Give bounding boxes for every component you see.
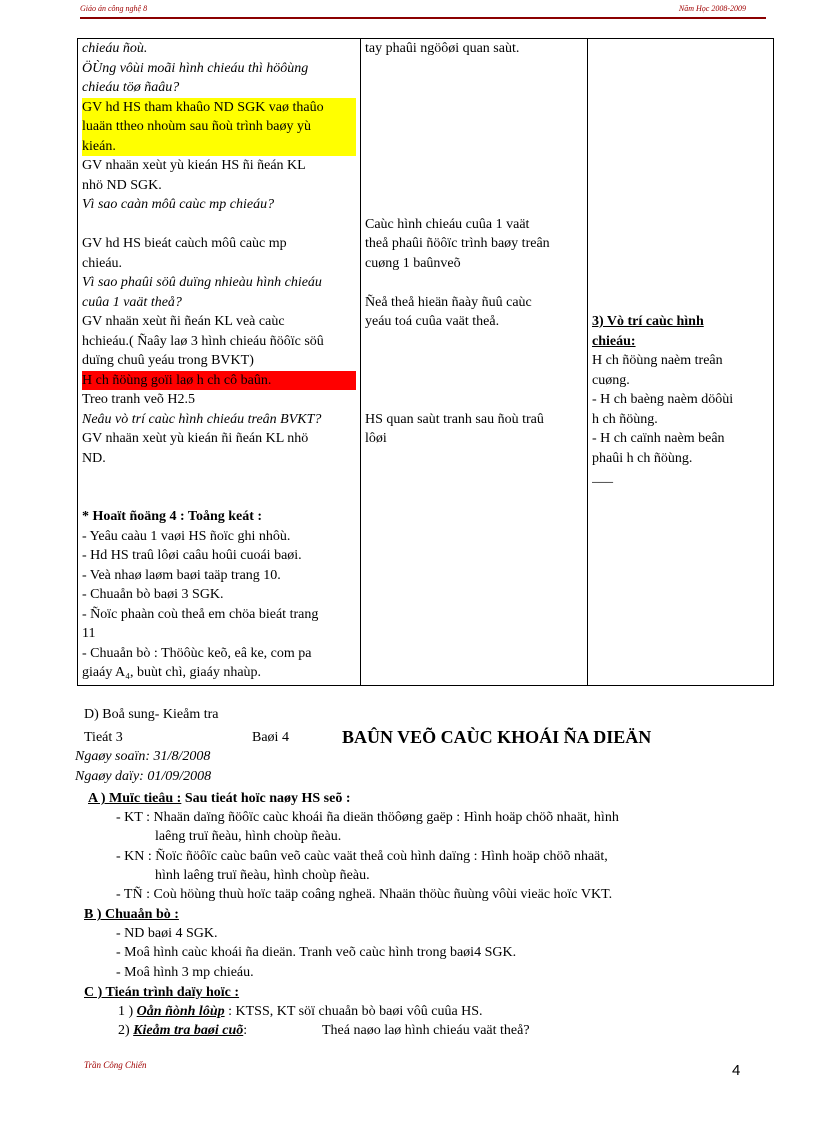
page-number: 4 bbox=[732, 1062, 741, 1079]
content-line: - H ch baèng naèm döôùi bbox=[592, 392, 734, 407]
section-d-heading: D) Boå sung- Kieåm tra bbox=[84, 707, 219, 722]
teacher-activity-line: kieán. bbox=[82, 137, 356, 157]
student-activity-line: cuøng 1 baûnveõ bbox=[365, 255, 461, 271]
student-activity-line bbox=[365, 98, 583, 118]
student-activity-line bbox=[365, 117, 583, 137]
author-name: Trần Công Chiến bbox=[84, 1060, 147, 1070]
procedure-step-2: 2) Kieåm tra baøi cuõ: bbox=[118, 1023, 248, 1038]
student-activity-line bbox=[365, 351, 583, 371]
teacher-activity-line: Vì sao caàn môû caùc mp chieáu? bbox=[82, 197, 275, 212]
student-activity-line: theå phaûi ñöôïc trình baøy treân bbox=[365, 236, 550, 251]
content-line: H ch ñöùng naèm treân bbox=[592, 353, 723, 368]
student-activity-cell bbox=[361, 39, 588, 686]
header-rule bbox=[80, 17, 766, 19]
content-line: ___ bbox=[592, 470, 613, 485]
teacher-activity-line: 11 bbox=[82, 626, 96, 641]
student-activity-line bbox=[365, 371, 583, 391]
student-activity-line: lôøi bbox=[365, 431, 387, 446]
teacher-activity-line: giaáy A₄, buùt chì, giaáy nhaùp. bbox=[82, 665, 262, 680]
preparation-item: - Moâ hình 3 mp chieáu. bbox=[116, 965, 254, 980]
teacher-activity-line: chieáu töø ñaâu? bbox=[82, 80, 180, 95]
content-cell bbox=[588, 39, 774, 686]
procedure-heading: C ) Tieán trình daïy hoïc : bbox=[84, 985, 240, 1000]
student-activity-line bbox=[365, 273, 583, 293]
header-school-year: Năm Học 2008-2009 bbox=[678, 4, 746, 13]
teacher-activity-line: GV nhaän xeùt yù kieán HS ñi ñeán KL bbox=[82, 158, 306, 173]
teacher-activity-line: chieáu. bbox=[82, 255, 123, 271]
teacher-activity-line: GV hd HS tham khaûo ND SGK vaø thaûo bbox=[82, 98, 356, 118]
objectives-heading: A ) Muïc tieâu : Sau tieát hoïc naøy HS seõ : bbox=[88, 791, 351, 806]
lesson-title: BAÛN VEÕ CAÙC KHOÁI ÑA DIEÄN bbox=[342, 727, 652, 747]
date-prepared: Ngaøy soaïn: 31/8/2008 bbox=[75, 749, 211, 764]
teacher-activity-line: H ch ñöùng goïi laø h ch cô baûn. bbox=[82, 371, 356, 391]
teacher-activity-line: GV nhaän xeùt ñi ñeán KL veà caùc bbox=[82, 314, 285, 329]
date-taught: Ngaøy daïy: 01/09/2008 bbox=[75, 769, 212, 784]
procedure-step-2-question: Theá naøo laø hình chieáu vaät theå? bbox=[322, 1023, 530, 1038]
objective-attitude: - TÑ : Coù höùng thuù hoïc taäp coâng ngheä. Nhaän thöùc ñuùng vôùi vieäc hoïc VKT. bbox=[116, 887, 613, 902]
preparation-heading: B ) Chuaån bò : bbox=[84, 907, 179, 922]
teacher-activity-line: GV nhaän xeùt yù kieán ñi ñeán KL nhö bbox=[82, 431, 309, 446]
content-line: - H ch caïnh naèm beân bbox=[592, 431, 725, 446]
teacher-activity-line: - Chuaån bò baøi 3 SGK. bbox=[82, 587, 224, 602]
teacher-activity-line: - Hd HS traû lôøi caâu hoûi cuoái baøi. bbox=[82, 548, 302, 563]
teacher-activity-line bbox=[82, 468, 356, 488]
preparation-item: - ND baøi 4 SGK. bbox=[116, 926, 218, 941]
student-activity-line: HS quan saùt tranh sau ñoù traû bbox=[365, 411, 544, 427]
lesson-period: Tieát 3 bbox=[84, 730, 123, 745]
lesson-number: Baøi 4 bbox=[252, 730, 289, 745]
teacher-activity-line: - Chuaån bò : Thöôùc keõ, eâ ke, com pa bbox=[82, 645, 312, 661]
teacher-activity-line bbox=[82, 215, 356, 235]
student-activity-line bbox=[365, 195, 583, 215]
student-activity-line: Caùc hình chieáu cuûa 1 vaät bbox=[365, 216, 530, 232]
page-header bbox=[80, 4, 766, 16]
teacher-activity-line: chieáu ñoù. bbox=[82, 41, 148, 56]
student-activity-line: Ñeå theå hieän ñaày ñuû caùc bbox=[365, 294, 532, 310]
preparation-item: - Moâ hình caùc khoái ña dieän. Tranh veõ caùc hình trong baøi4 SGK. bbox=[116, 945, 517, 960]
teacher-activity-line: cuûa 1 vaät theå? bbox=[82, 294, 182, 310]
teacher-activity-line: hchieáu.( Ñaây laø 3 hình chieáu ñöôïc söû bbox=[82, 333, 324, 349]
student-activity-line bbox=[365, 59, 583, 79]
teacher-activity-line: ÖÙng vôùi moãi hình chieáu thì höôùng bbox=[82, 60, 309, 76]
content-line: cuøng. bbox=[592, 372, 630, 388]
student-activity-line: yeáu toá cuûa vaät theå. bbox=[365, 314, 500, 329]
procedure-step-1: 1 ) Oån ñònh lôùp : KTSS, KT söï chuaån bò baøi vôû cuûa HS. bbox=[118, 1004, 483, 1019]
objective-skills: - KN : Ñoïc ñöôïc caùc baûn veõ caùc vaät theå coù hình daïng : Hình hoäp chöõ nhaät, bbox=[116, 849, 608, 864]
teacher-activity-line: - Ñoïc phaàn coù theå em chöa bieát trang bbox=[82, 606, 319, 622]
content-line: h ch ñöùng. bbox=[592, 411, 658, 427]
student-activity-line: tay phaûi ngöôøi quan saùt. bbox=[365, 41, 520, 56]
lesson-table bbox=[77, 38, 774, 686]
teacher-activity-line: Treo tranh veõ H2.5 bbox=[82, 392, 196, 407]
student-activity-line bbox=[365, 390, 583, 410]
teacher-activity-line: GV hd HS bieát caùch môû caùc mp bbox=[82, 236, 287, 251]
teacher-activity-line: - Veà nhaø laøm baøi taäp trang 10. bbox=[82, 567, 281, 583]
objective-knowledge-cont: laêng truï ñeàu, hình choùp ñeàu. bbox=[155, 829, 342, 844]
student-activity-line bbox=[365, 78, 583, 98]
objective-knowledge: - KT : Nhaän daïng ñöôïc caùc khoái ña dieän thöôøng gaëp : Hình hoäp chöõ nhaät, hình bbox=[116, 810, 619, 825]
teacher-activity-line: - Yeâu caàu 1 vaøi HS ñoïc ghi nhôù. bbox=[82, 528, 291, 544]
teacher-activity-line: luaän ttheo nhoùm sau ñoù trình baøy yù bbox=[82, 117, 356, 137]
content-line: phaûi h ch ñöùng. bbox=[592, 450, 693, 466]
student-activity-line bbox=[365, 176, 583, 196]
objective-skills-cont: hình laêng truï ñeàu, hình choùp ñeàu. bbox=[155, 868, 370, 883]
teacher-activity-line: Vì sao phaûi söû duïng nhieàu hình chieáu bbox=[82, 275, 322, 290]
teacher-activity-line: ND. bbox=[82, 450, 106, 466]
teacher-activity-line: nhö ND SGK. bbox=[82, 177, 162, 193]
section-heading-cont: chieáu: bbox=[592, 333, 636, 349]
teacher-activity-cell bbox=[78, 39, 361, 686]
teacher-activity-line: Neâu vò trí caùc hình chieáu treân BVKT? bbox=[82, 411, 322, 427]
section-heading: 3) Vò trí caùc hình bbox=[592, 314, 704, 329]
teacher-activity-line: * Hoaït ñoäng 4 : Toång keát : bbox=[82, 509, 263, 524]
header-subject: Giáo án công nghệ 8 bbox=[80, 4, 148, 13]
teacher-activity-line bbox=[82, 488, 356, 508]
teacher-activity-line: duïng chuû yeáu trong BVKT) bbox=[82, 353, 254, 368]
student-activity-line bbox=[365, 137, 583, 157]
student-activity-line bbox=[365, 156, 583, 176]
student-activity-line bbox=[365, 332, 583, 352]
